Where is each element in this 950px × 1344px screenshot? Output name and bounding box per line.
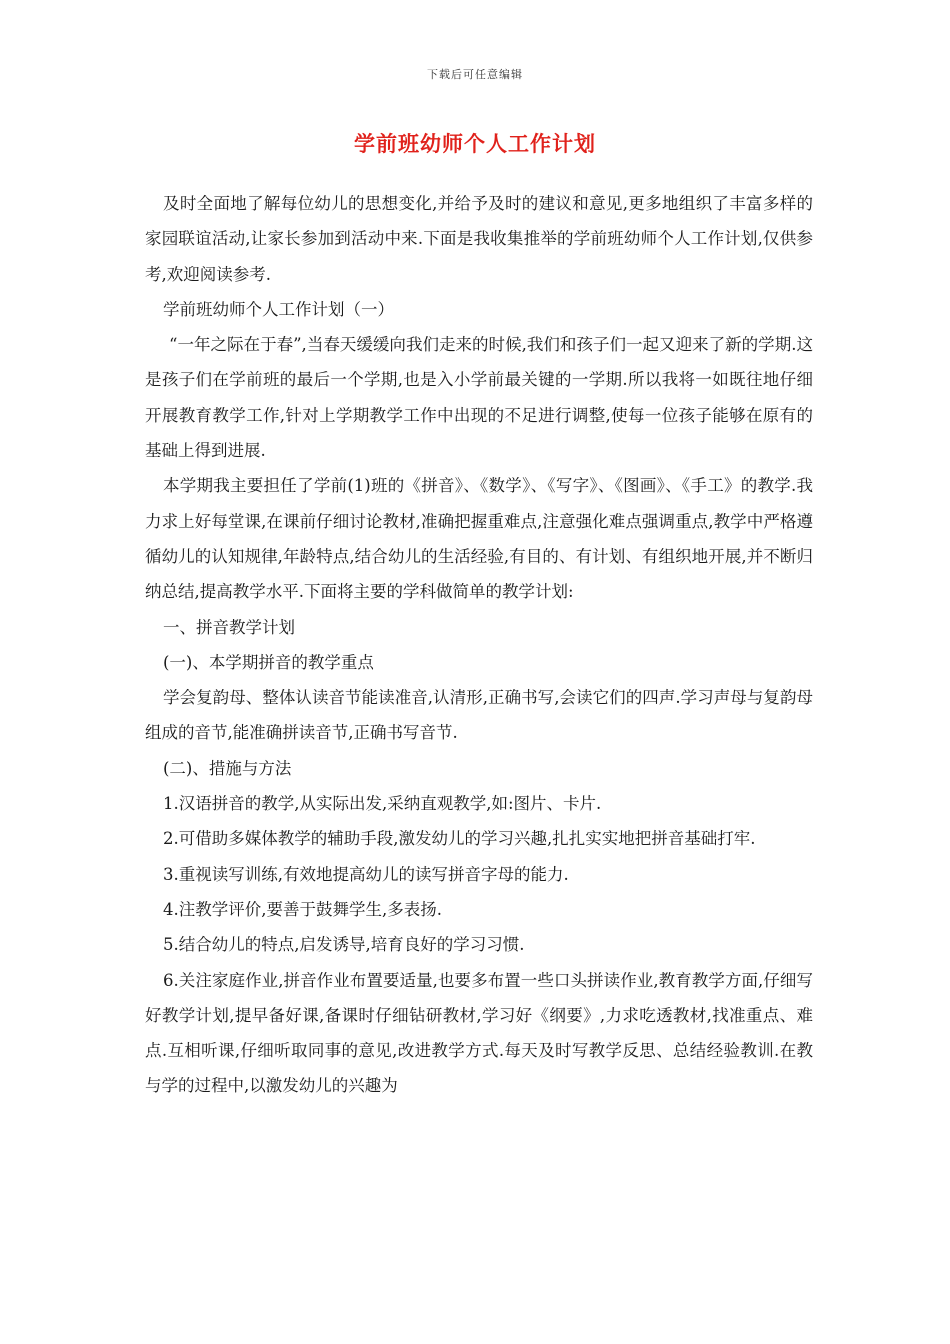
document-title: 学前班幼师个人工作计划 bbox=[354, 131, 596, 156]
subsection-heading: (二)、措施与方法 bbox=[163, 758, 292, 778]
list-item: 3.重视读写训练,有效地提高幼儿的读写拼音字母的能力. bbox=[163, 864, 569, 884]
intro-paragraph: 及时全面地了解每位幼儿的思想变化,并给予及时的建议和意见,更多地组织了丰富多样的家园联谊活动,让家长参加到活动中来.下面是我收集推举的学前班幼师个人工作计划,仅供参考,欢迎阅读参考. bbox=[145, 194, 813, 284]
subsection-heading: (一)、本学期拼音的教学重点 bbox=[163, 652, 374, 672]
section-heading: 学前班幼师个人工作计划（一） bbox=[163, 299, 394, 319]
body-paragraph: 学会复韵母、整体认读音节能读准音,认清形,正确书写,会读它们的四声.学习声母与复韵母组成的音节,能准确拼读音节,正确书写音节. bbox=[145, 688, 813, 743]
subsection-heading: 一、拼音教学计划 bbox=[163, 617, 295, 637]
list-item: 6.关注家庭作业,拼音作业布置要适量,也要多布置一些口头拼读作业,教育教学方面,仔细写好教学计划,提早备好课,备课时仔细钻研教材,学习好《纲要》,力求吃透教材,找准重点、难点.互相听课,仔细听取同事的意见,改进教学方式.每天及时写教学反思、总结经验教训.在教与学的过程中,以激发幼儿的兴趣为 bbox=[145, 970, 813, 1096]
document-body bbox=[145, 186, 813, 1104]
list-item: 5.结合幼儿的特点,启发诱导,培育良好的学习习惯. bbox=[163, 935, 525, 955]
body-paragraph: “一年之际在于春”,当春天缓缓向我们走来的时候,我们和孩子们一起又迎来了新的学期.这是孩子们在学前班的最后一个学期,也是入小学前最关键的一学期.所以我将一如既往地仔细开展教育教学工作,针对上学期教学工作中出现的不足进行调整,使每一位孩子能够在原有的基础上得到进展. bbox=[145, 335, 813, 461]
list-item: 4.注教学评价,要善于鼓舞学生,多表扬. bbox=[163, 899, 442, 919]
header-note: 下载后可任意编辑 bbox=[427, 68, 523, 81]
body-paragraph: 本学期我主要担任了学前(1)班的《拼音》、《数学》、《写字》、《图画》、《手工》的教学.我力求上好每堂课,在课前仔细讨论教材,准确把握重难点,注意强化难点强调重点,教学中严格遵循幼儿的认知规律,年龄特点,结合幼儿的生活经验,有目的、有计划、有组织地开展,并不断归纳总结,提高教学水平.下面将主要的学科做简单的教学计划: bbox=[145, 476, 813, 602]
list-item: 1.汉语拼音的教学,从实际出发,采纳直观教学,如:图片、卡片. bbox=[163, 794, 602, 814]
list-item: 2.可借助多媒体教学的辅助手段,激发幼儿的学习兴趣,扎扎实实地把拼音基础打牢. bbox=[163, 829, 756, 849]
